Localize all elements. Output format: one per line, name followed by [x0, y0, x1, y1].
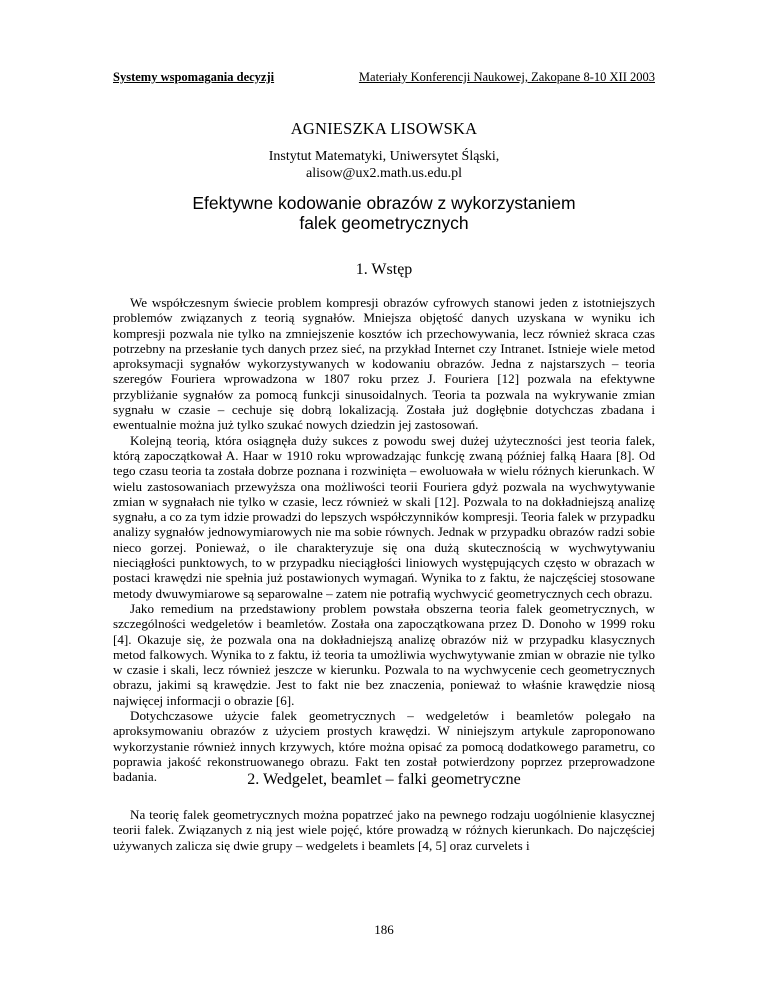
section-1-body: [113, 295, 655, 785]
paragraph: Kolejną teorią, która osiągnęła duży sukces z powodu swej dużej użyteczności jest teoria falek, którą zapoczątkował A. Haar w 1910 roku wprowadzając funkcję zwaną później falką Haara [8]. Od tego czasu teoria ta została dobrze poznana i rozwinięta – ewoluowała w wielu różnych kierunkach. W wielu zastosowaniach przewyższa ona możliwości teorii Fouriera gdyż pozwala na wychwytywanie zmian w sygnałach nie tylko w czasie, lecz również w skali [12]. Pozwala to na dokładniejszą analizę sygnału, a co za tym idzie prowadzi do lepszych współczynników kompresji. Teoria falek w przypadku analizy sygnałów jednowymiarowych nie ma sobie równych. Jednak w przypadku obrazów radzi sobie nieco gorzej. Ponieważ, o ile charakteryzuje się ona dużą skutecznością w wychwytywaniu nieciągłości punktowych, to w przypadku nieciągłości liniowych występujących często w obrazach w postaci krawędzi nie spełnia już postawionych wymagań. Wynika to z faktu, że najczęściej stosowane metody dwuwymiarowe są separowalne – zatem nie potrafią wychwycić geometrycznych cech obrazu.: [113, 432, 655, 601]
section-2-heading: 2. Wedgelet, beamlet – falki geometryczne: [247, 771, 521, 788]
affiliation-institute: Instytut Matematyki, Uniwersytet Śląski,: [268, 149, 500, 164]
header-series: Systemy wspomagania decyzji: [113, 70, 275, 84]
title-line-2: falek geometrycznych: [299, 213, 469, 233]
paragraph: Na teorię falek geometrycznych można popatrzeć jako na pewnego rodzaju uogólnienie klasycznej teorii falek. Związanych z nią jest wiele pojęć, które prowadzą w różnych kierunkach. Do najczęściej używanych zalicza się dwie grupy – wedgelets i beamlets [4, 5] oraz curvelets i: [113, 807, 655, 853]
paper-title: [0, 193, 768, 233]
section-2-body: [113, 807, 655, 853]
affiliation-email: alisow@ux2.math.us.edu.pl: [306, 166, 462, 181]
paragraph: We współczesnym świecie problem kompresji obrazów cyfrowych stanowi jeden z istotniejszych problemów związanych z teorią sygnałów. Mniejsza objętość danych uzyskana w wyniku ich kompresji pozwala nie tylko na zmniejszenie kosztów ich przechowywania, lecz również skraca czas potrzebny na przesłanie tych danych przez sieć, na przykład Internet czy Intranet. Istnieje wiele metod aproksymacji sygnałów wykorzystywanych w kodowaniu obrazów. Jedna z najstarszych – teoria szeregów Fouriera wprowadzona w 1807 roku przez J. Fouriera [12] pozwala na efektywne przybliżanie sygnałów za pomocą funkcji sinusoidalnych. Teoria ta pozwala na wykrywanie zmian sygnału w czasie – cechuje się dobrą lokalizacją. Została już dogłębnie dotychczas zbadana i ewentualnie można już tylko szukać nowych dziedzin jej zastosowań.: [113, 295, 655, 433]
page-number: 186: [374, 922, 394, 937]
running-header: [113, 70, 655, 84]
paragraph: Dotychczasowe użycie falek geometrycznych – wedgeletów i beamletów polegało na aproksymowaniu obrazów z użyciem prostych krawędzi. W niniejszym artykule zaproponowano wykorzystanie również innych krzywych, które można opisać za pomocą dodatkowego parametru, co poprawia jakość rekonstruowanego obrazu. Fakt ten został potwierdzony poprzez przeprowadzone badania.: [113, 708, 655, 785]
section-1-heading: 1. Wstęp: [355, 261, 413, 278]
header-conference: Materiały Konferencji Naukowej, Zakopane 8-10 XII 2003: [358, 70, 655, 84]
paragraph: Jako remedium na przedstawiony problem powstała obszerna teoria falek geometrycznych, w szczególności wedgeletów i beamletów. Została ona zapoczątkowana przez D. Donoho w 1999 roku [4]. Okazuje się, że pozwala ona na dokładniejszą analizę obrazów niż w przypadku klasycznych metod falkowych. Wynika to z faktu, iż teoria ta umożliwia wychwytywanie zmian w obrazie nie tylko w czasie i skali, lecz również jeszcze w kierunku. Pozwala to na wychwycenie cech geometrycznych obrazu, jakimi są krawędzie. Jest to fakt nie bez znaczenia, ponieważ to właśnie krawędzie niosą najwięcej informacji o obrazie [6].: [113, 600, 655, 708]
title-line-1: Efektywne kodowanie obrazów z wykorzystaniem: [192, 193, 576, 213]
affiliation: [0, 148, 768, 182]
author-name: AGNIESZKA LISOWSKA: [290, 119, 478, 138]
